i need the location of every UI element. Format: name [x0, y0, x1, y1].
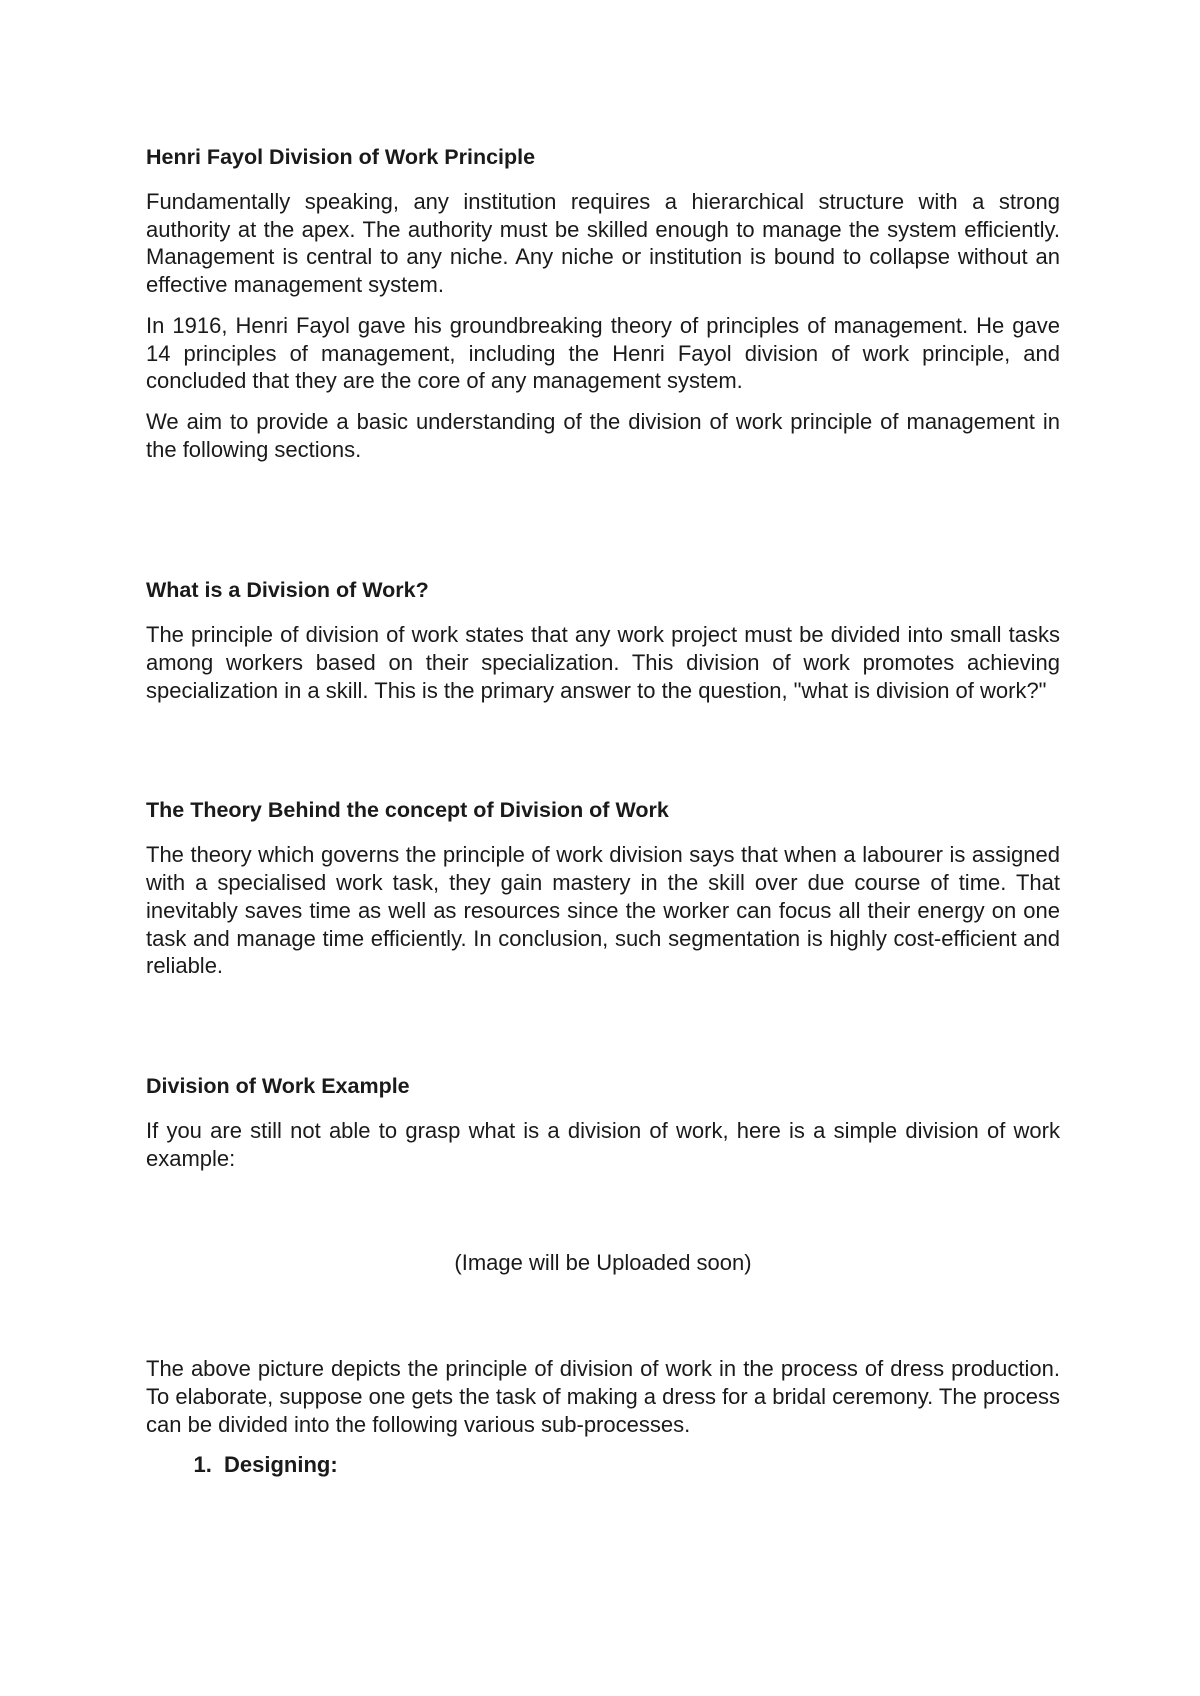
paragraph-dress-production: The above picture depicts the principle of division of work in the process of dress production. To elaborate, suppose one gets the task of making a dress for a bridal ceremony. The process can be divided into the following various sub-processes. [146, 1356, 1060, 1437]
paragraph-example-intro: If you are still not able to grasp what is a division of work, here is a simple division of work example: [146, 1117, 1060, 1171]
image-placeholder: (Image will be Uploaded soon) [454, 1250, 752, 1276]
subprocess-list [146, 1451, 1060, 1479]
heading-theory: The Theory Behind the concept of Division of Work [146, 798, 669, 823]
list-item-designing: 1. Designing: [218, 1451, 1060, 1479]
paragraph-aim: We aim to provide a basic understanding of the division of work principle of management in the following sections. [146, 408, 1060, 462]
paragraph-1916: In 1916, Henri Fayol gave his groundbreaking theory of principles of management. He gave 14 principles of management, including the Henri Fayol division of work principle, and concluded that they are the core of any management system. [146, 312, 1060, 394]
document-content [146, 143, 1060, 1479]
paragraph-theory: The theory which governs the principle of work division says that when a labourer is assigned with a specialised work task, they gain mastery in the skill over due course of time. That inevitably saves time as well as resources since the worker can focus all their energy on one task and manage time efficiently. In conclusion, such segmentation is highly cost-efficient and reliable. [146, 842, 1060, 979]
heading-what-is-division: What is a Division of Work? [146, 578, 429, 603]
heading-example: Division of Work Example [146, 1073, 410, 1098]
paragraph-intro: Fundamentally speaking, any institution requires a hierarchical structure with a strong authority at the apex. The authority must be skilled enough to manage the system efficiently. Management is central to any niche. Any niche or institution is bound to collapse without an effective management system. [146, 189, 1060, 298]
paragraph-definition: The principle of division of work states that any work project must be divided into small tasks among workers based on their specialization. This division of work promotes achieving specialization in a skill. This is the primary answer to the question, "what is division of work?" [146, 622, 1060, 703]
heading-fayol-principle: Henri Fayol Division of Work Principle [146, 145, 536, 169]
